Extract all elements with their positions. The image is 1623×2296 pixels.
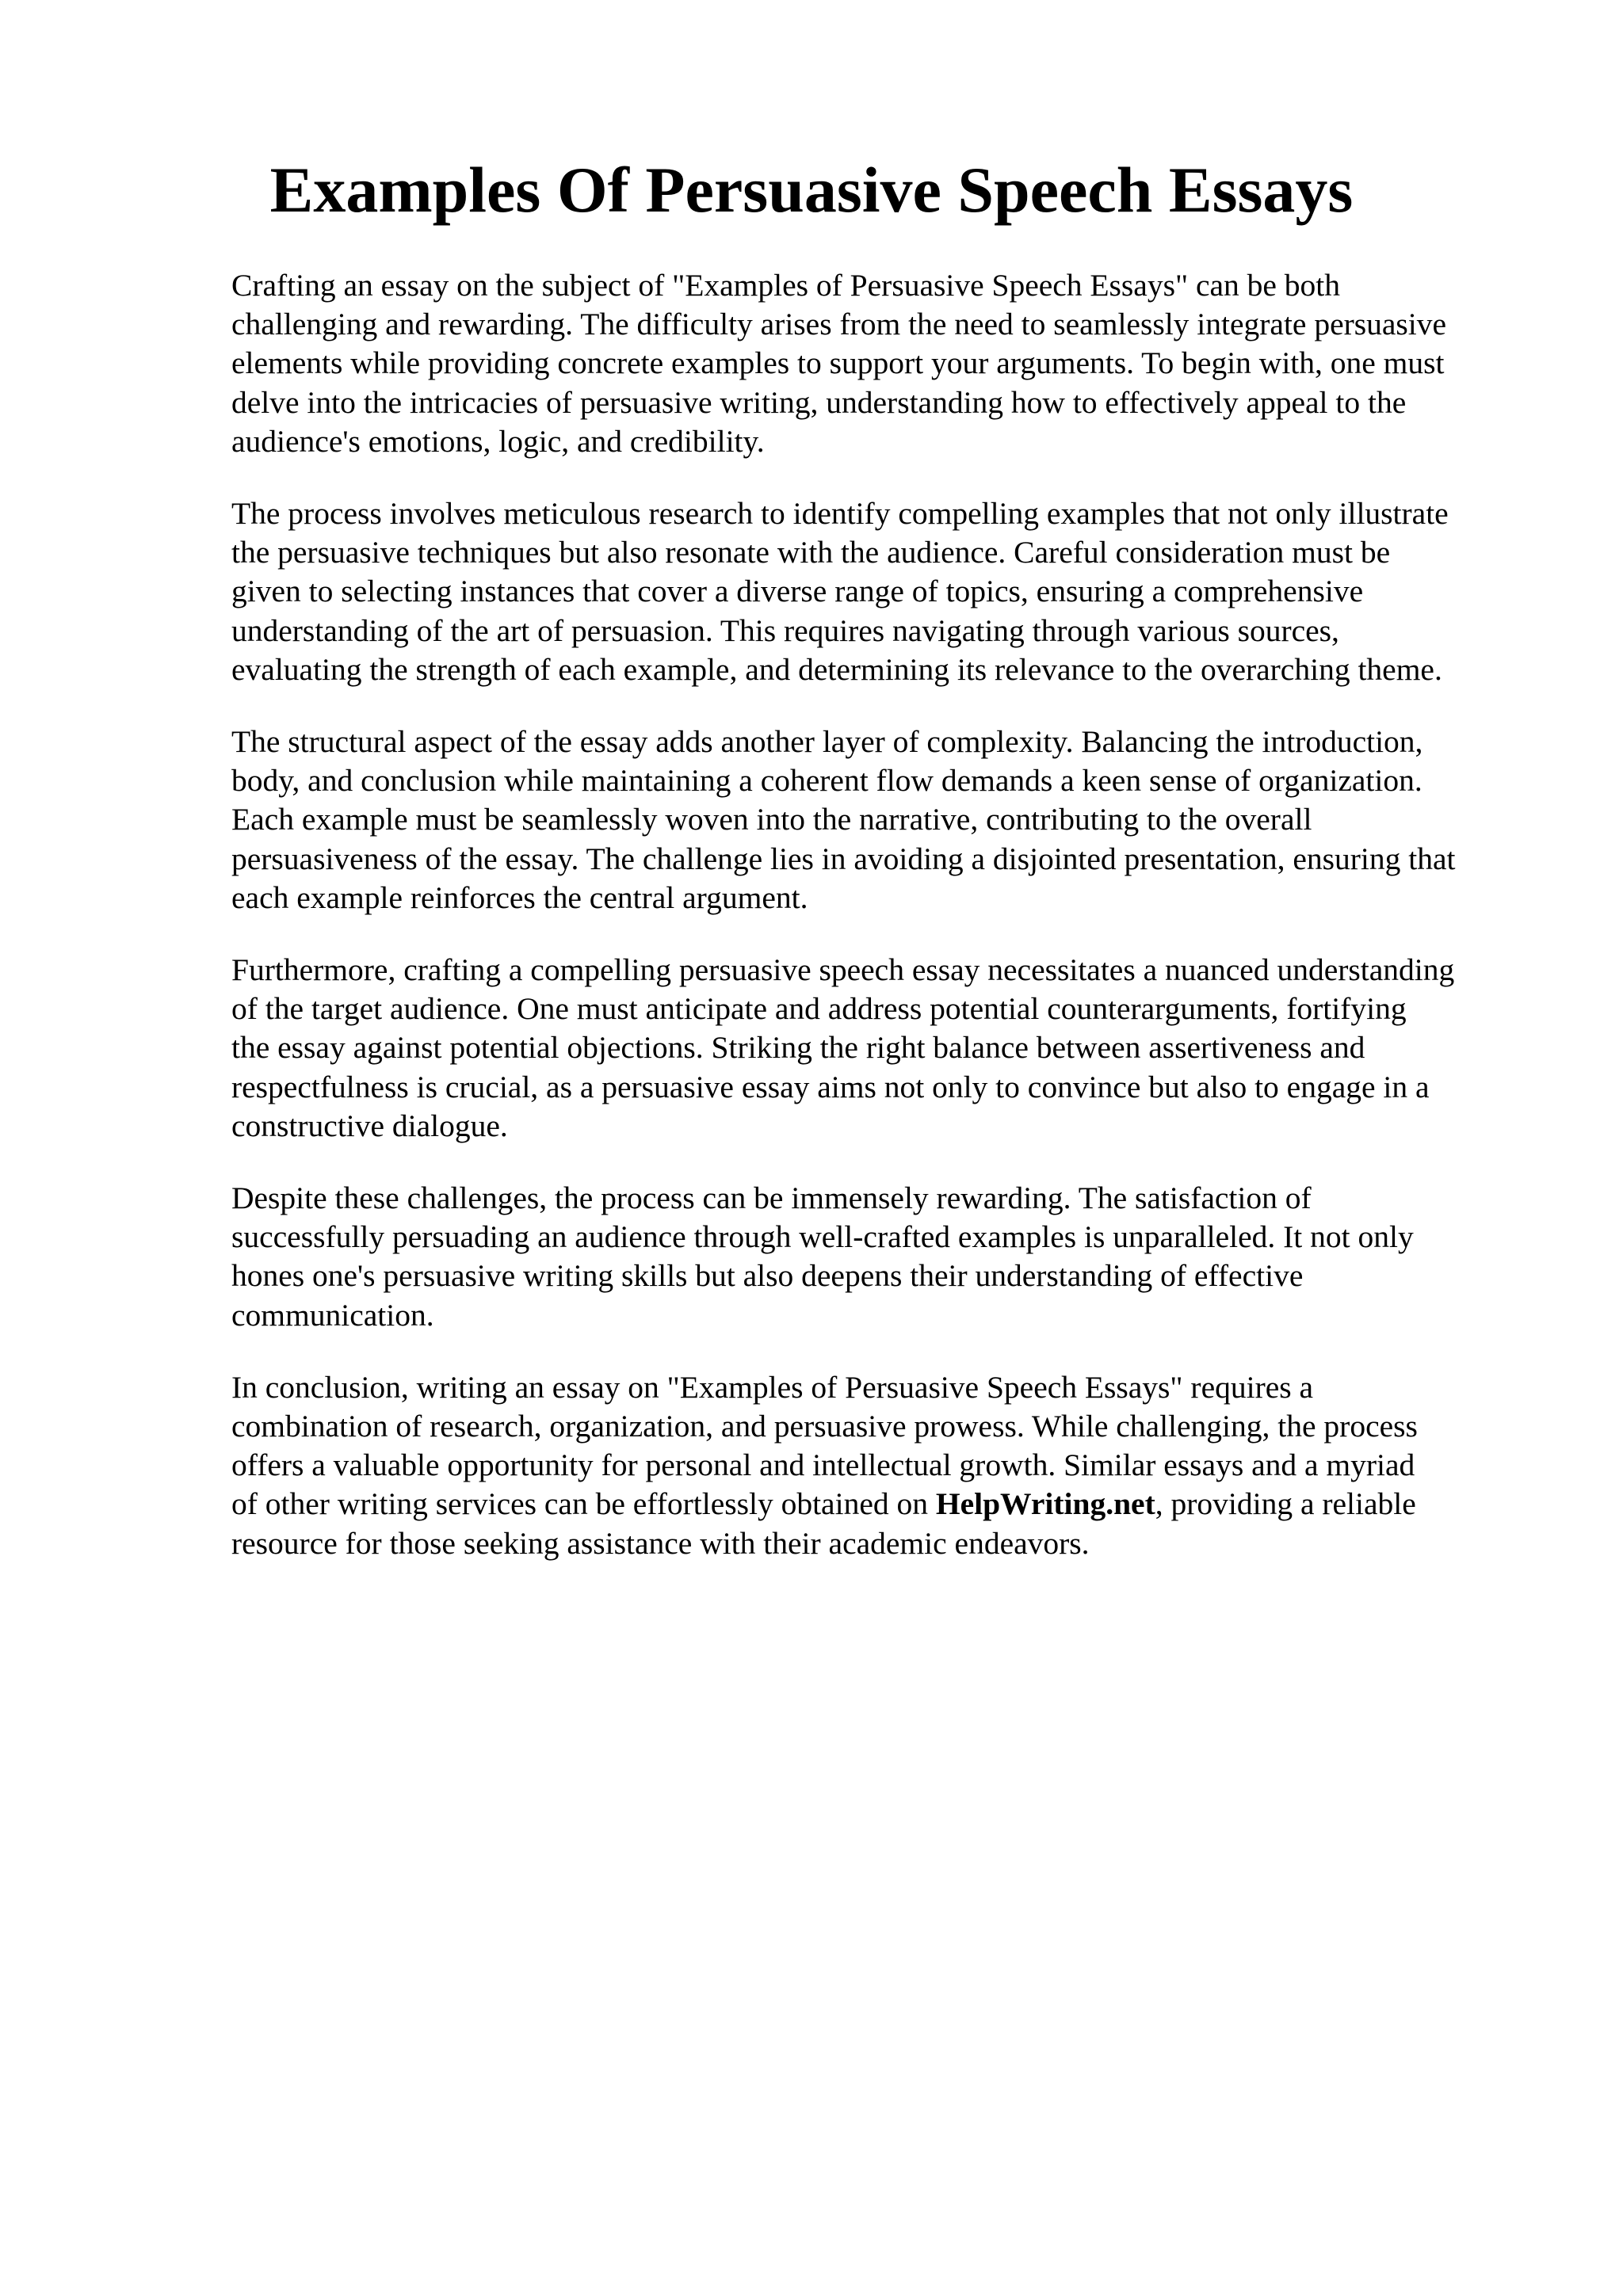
paragraph-line: combination of research, organization, and persuasive prowess. While challenging, the process bbox=[231, 1409, 1418, 1444]
paragraph-6 bbox=[231, 1368, 1531, 1563]
paragraph-5 bbox=[231, 1179, 1531, 1335]
paragraph-line: challenging and rewarding. The difficulty arises from the need to seamlessly integrate persuasive bbox=[231, 307, 1447, 342]
paragraph-line: hones one's persuasive writing skills but also deepens their understanding of effective bbox=[231, 1258, 1304, 1294]
document-body bbox=[231, 266, 1531, 1596]
paragraph-line-with-link bbox=[231, 1485, 1531, 1524]
paragraph-line: audience's emotions, logic, and credibility. bbox=[231, 423, 765, 459]
paragraph-line: evaluating the strength of each example, and determining its relevance to the overarching theme. bbox=[231, 651, 1442, 687]
link-line-after: , providing a reliable bbox=[1155, 1486, 1416, 1522]
paragraph-line: respectfulness is crucial, as a persuasive essay aims not only to convince but also to engage in a bbox=[231, 1069, 1430, 1104]
paragraph-line: offers a valuable opportunity for personal and intellectual growth. Similar essays and a myriad bbox=[231, 1447, 1415, 1483]
paragraph-line: of the target audience. One must anticipate and address potential counterarguments, fortifying bbox=[231, 991, 1407, 1027]
document-title: Examples Of Persuasive Speech Essays bbox=[269, 154, 1354, 226]
paragraph-line: the persuasive techniques but also resonate with the audience. Careful consideration must be bbox=[231, 535, 1391, 570]
paragraph-line: Furthermore, crafting a compelling persuasive speech essay necessitates a nuanced understanding bbox=[231, 952, 1455, 988]
paragraph-line: communication. bbox=[231, 1297, 434, 1333]
paragraph-line: Despite these challenges, the process can be immensely rewarding. The satisfaction of bbox=[231, 1180, 1312, 1216]
paragraph-line: constructive dialogue. bbox=[231, 1108, 508, 1143]
paragraph-line: understanding of the art of persuasion. This requires navigating through various sources, bbox=[231, 612, 1339, 648]
paragraph-line: given to selecting instances that cover a diverse range of topics, ensuring a comprehensive bbox=[231, 574, 1364, 609]
paragraph-2 bbox=[231, 494, 1531, 689]
paragraph-line: In conclusion, writing an essay on "Examples of Persuasive Speech Essays" requires a bbox=[231, 1369, 1314, 1405]
paragraph-line: delve into the intricacies of persuasive writing, understanding how to effectively appeal to the bbox=[231, 384, 1407, 420]
paragraph-line: persuasiveness of the essay. The challenge lies in avoiding a disjointed presentation, ensuring that bbox=[231, 841, 1456, 876]
paragraph-line: successfully persuading an audience through well-crafted examples is unparalleled. It not only bbox=[231, 1219, 1414, 1255]
paragraph-line: The structural aspect of the essay adds another layer of complexity. Balancing the introduction, bbox=[231, 724, 1423, 760]
paragraph-line: resource for those seeking assistance with their academic endeavors. bbox=[231, 1525, 1090, 1561]
paragraph-line: body, and conclusion while maintaining a coherent flow demands a keen sense of organization. bbox=[231, 763, 1423, 799]
paragraph-line: Crafting an essay on the subject of "Examples of Persuasive Speech Essays" can be both bbox=[231, 268, 1341, 303]
paragraph-4 bbox=[231, 951, 1531, 1146]
paragraph-line: Each example must be seamlessly woven into the narrative, contributing to the overall bbox=[231, 802, 1312, 837]
paragraph-line: elements while providing concrete examples to support your arguments. To begin with, one must bbox=[231, 345, 1445, 381]
helpwriting-link[interactable]: HelpWriting.net bbox=[935, 1486, 1155, 1522]
link-line-before: of other writing services can be effortlessly obtained on bbox=[231, 1486, 936, 1522]
paragraph-line: each example reinforces the central argument. bbox=[231, 879, 808, 915]
paragraph-3 bbox=[231, 723, 1531, 917]
paragraph-line: The process involves meticulous research to identify compelling examples that not only illustrate bbox=[231, 496, 1449, 532]
paragraph-1 bbox=[231, 266, 1531, 461]
paragraph-line: the essay against potential objections. Striking the right balance between assertiveness and bbox=[231, 1030, 1365, 1066]
